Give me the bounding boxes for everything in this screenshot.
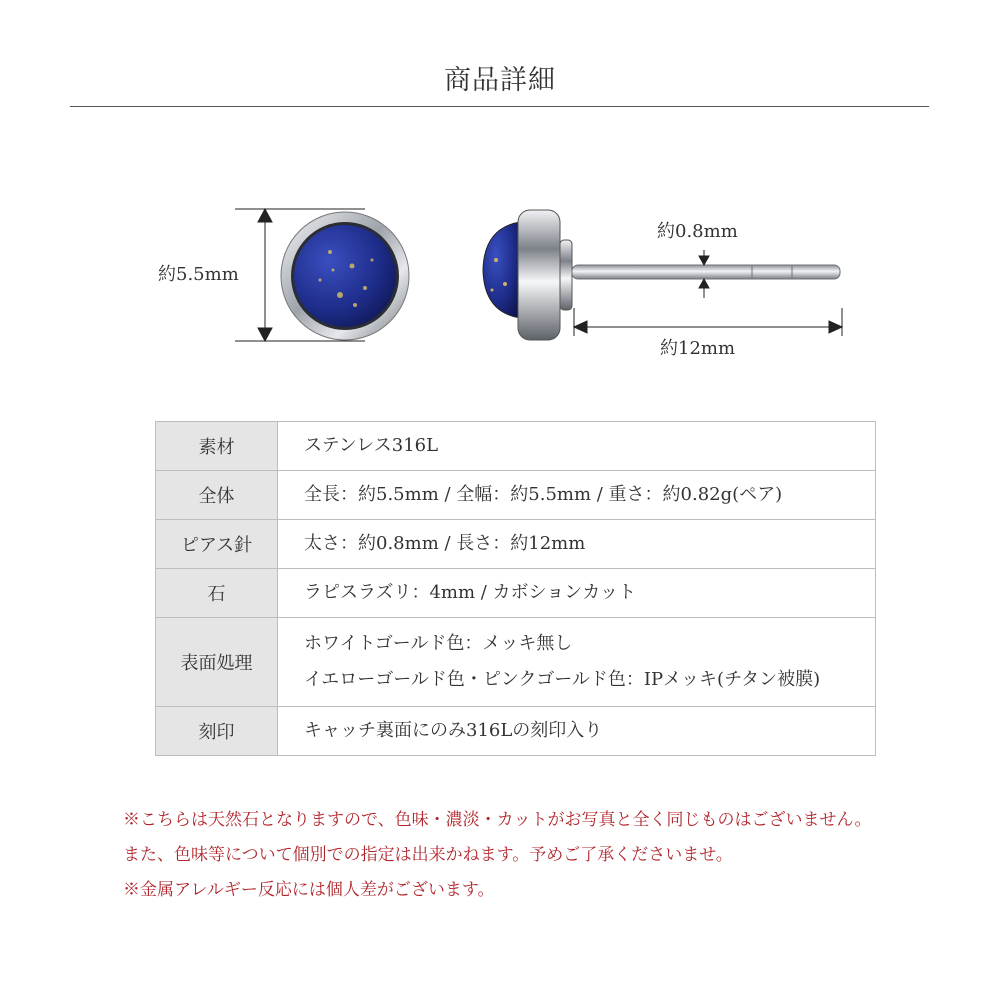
spec-value: 太さ：約0.8mm / 長さ：約12mm xyxy=(278,520,876,569)
title-divider xyxy=(70,106,929,107)
notes-section xyxy=(123,803,983,908)
spec-key: 刻印 xyxy=(156,707,278,756)
product-figure xyxy=(0,180,1000,380)
spec-value: ステンレス316L xyxy=(278,422,876,471)
spec-table xyxy=(155,421,876,756)
spec-key: 全体 xyxy=(156,471,278,520)
table-row xyxy=(156,569,876,618)
note-line: ※こちらは天然石となりますので、色味・濃淡・カットがお写真と全く同じものはございません。 xyxy=(123,810,872,830)
table-row xyxy=(156,618,876,707)
spec-value: 全長：約5.5mm / 全幅：約5.5mm / 重さ：約0.82g(ペア) xyxy=(278,471,876,520)
spec-key: ピアス針 xyxy=(156,520,278,569)
table-row xyxy=(156,422,876,471)
diameter-label: 約5.5mm xyxy=(158,264,239,285)
page-title: 商品詳細 xyxy=(444,65,556,96)
table-row xyxy=(156,707,876,756)
note-line: また、色味等について個別での指定は出来かねます。予めご了承くださいませ。 xyxy=(123,845,733,865)
spec-value: ホワイトゴールド色：メッキ無し イエローゴールド色・ピンクゴールド色：IPメッキ(チタン被膜) xyxy=(278,618,876,707)
spec-key: 表面処理 xyxy=(156,618,278,707)
spec-value: ラピスラズリ：4mm / カボションカット xyxy=(278,569,876,618)
spec-key: 石 xyxy=(156,569,278,618)
spec-key: 素材 xyxy=(156,422,278,471)
spec-value: キャッチ裏面にのみ316Lの刻印入り xyxy=(278,707,876,756)
pin-length-dimension xyxy=(574,308,842,336)
earring-diagram xyxy=(0,180,1000,380)
note-line: ※金属アレルギー反応には個人差がございます。 xyxy=(123,880,495,900)
front-view xyxy=(281,212,409,340)
pin-thickness-label: 約0.8mm xyxy=(657,221,738,242)
lapis-stone xyxy=(294,225,396,327)
pin-length-label: 約12mm xyxy=(660,338,736,359)
table-row xyxy=(156,471,876,520)
table-row xyxy=(156,520,876,569)
pin xyxy=(572,265,840,279)
